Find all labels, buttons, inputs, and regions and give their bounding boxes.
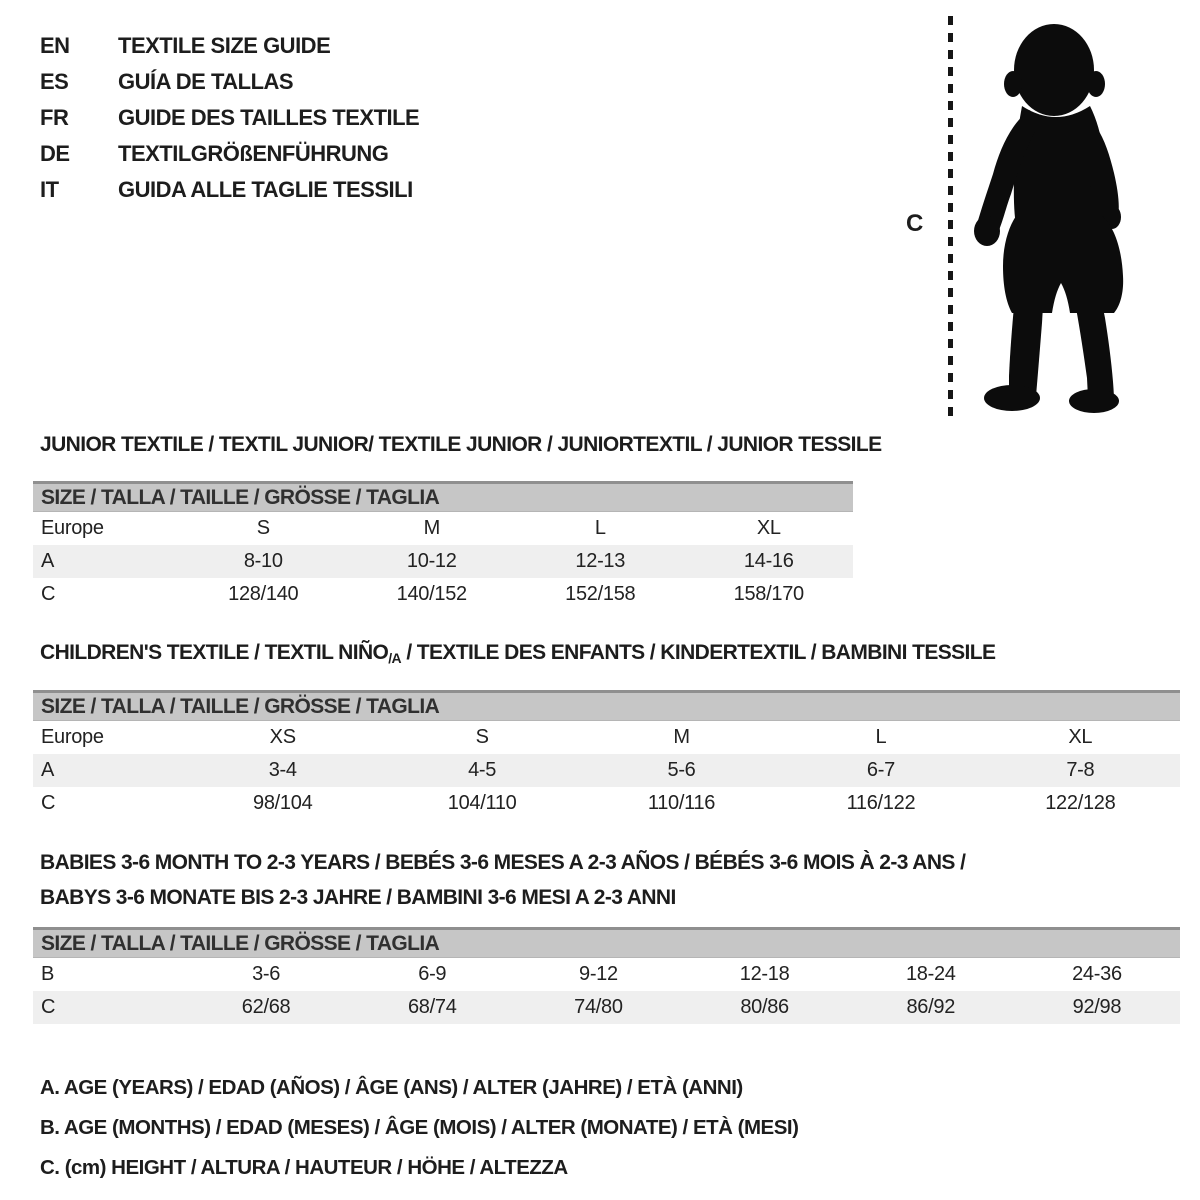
babies-size-table-header: SIZE / TALLA / TAILLE / GRÖSSE / TAGLIA xyxy=(33,927,1180,958)
junior-size-table xyxy=(33,481,853,611)
legend-note-c: C. (cm) HEIGHT / ALTURA / HAUTEUR / HÖHE / ALTEZZA xyxy=(40,1156,568,1179)
table-row xyxy=(33,578,853,611)
language-code: ES xyxy=(40,69,69,94)
table-cell: L xyxy=(594,517,606,539)
table-cell: XL xyxy=(1068,726,1093,748)
table-cell: 80/86 xyxy=(740,996,789,1018)
babies-title-line1: BABIES 3-6 MONTH TO 2-3 YEARS / BEBÉS 3-6 MESES A 2-3 AÑOS / BÉBÉS 3-6 MOIS À 2-3 ANS / xyxy=(40,851,966,874)
height-measure-label: C xyxy=(906,210,924,237)
junior-size-table-header: SIZE / TALLA / TAILLE / GRÖSSE / TAGLIA xyxy=(33,481,853,512)
children-size-table-header: SIZE / TALLA / TAILLE / GRÖSSE / TAGLIA xyxy=(33,690,1180,721)
table-cell: 122/128 xyxy=(1045,792,1116,814)
table-cell: 6-9 xyxy=(418,963,447,985)
table-cell: 128/140 xyxy=(228,583,299,605)
table-cell: 5-6 xyxy=(667,759,696,781)
table-row xyxy=(33,787,1180,820)
legend-note-b: B. AGE (MONTHS) / EDAD (MESES) / ÂGE (MOIS) / ALTER (MONATE) / ETÀ (MESI) xyxy=(40,1116,799,1139)
table-cell: 12-18 xyxy=(739,963,790,985)
row-label: C xyxy=(41,583,56,605)
table-cell: 7-8 xyxy=(1066,759,1095,781)
table-cell: 86/92 xyxy=(906,996,956,1018)
language-row-fr xyxy=(40,100,419,136)
language-code: IT xyxy=(40,177,59,202)
guide-title: GUÍA DE TALLAS xyxy=(118,69,294,94)
language-code: FR xyxy=(40,105,69,130)
toddler-silhouette-image xyxy=(962,18,1140,418)
language-title-list xyxy=(40,28,419,208)
guide-title: GUIDA ALLE TAGLIE TESSILI xyxy=(118,177,413,202)
table-row xyxy=(33,991,1180,1024)
table-cell: 12-13 xyxy=(575,550,626,572)
table-cell: 8-10 xyxy=(243,550,283,572)
language-row-it xyxy=(40,172,419,208)
table-row xyxy=(33,721,1180,754)
language-code: DE xyxy=(40,141,70,166)
table-cell: S xyxy=(256,517,270,539)
children-size-table xyxy=(33,690,1180,820)
language-code: EN xyxy=(40,33,70,58)
table-row xyxy=(33,545,853,578)
guide-title: TEXTILGRÖßENFÜHRUNG xyxy=(118,141,389,166)
babies-size-table xyxy=(33,927,1180,1024)
table-cell: 62/68 xyxy=(241,996,291,1018)
table-cell: 92/98 xyxy=(1072,996,1122,1018)
legend-note-a: A. AGE (YEARS) / EDAD (AÑOS) / ÂGE (ANS) / ALTER (JAHRE) / ETÀ (ANNI) xyxy=(40,1076,743,1099)
table-cell: XL xyxy=(756,517,781,539)
junior-section-title: JUNIOR TEXTILE / TEXTIL JUNIOR/ TEXTILE JUNIOR / JUNIORTEXTIL / JUNIOR TESSILE xyxy=(40,433,882,456)
table-row xyxy=(33,958,1180,991)
table-cell: 3-4 xyxy=(268,759,297,781)
table-cell: 14-16 xyxy=(743,550,794,572)
row-label: Europe xyxy=(41,726,104,748)
row-label: B xyxy=(41,963,55,985)
row-label: C xyxy=(41,792,56,814)
table-cell: 98/104 xyxy=(253,792,313,814)
row-label: C xyxy=(41,996,56,1018)
table-cell: 18-24 xyxy=(905,963,956,985)
table-cell: S xyxy=(475,726,489,748)
children-title-part1: CHILDREN'S TEXTILE / TEXTIL NIÑO xyxy=(40,641,389,664)
table-row xyxy=(33,754,1180,787)
row-label: A xyxy=(41,759,55,781)
table-cell: 24-36 xyxy=(1072,963,1122,985)
language-row-es xyxy=(40,64,419,100)
row-label: A xyxy=(41,550,55,572)
table-cell: 152/158 xyxy=(565,583,636,605)
table-cell: 4-5 xyxy=(468,759,497,781)
table-row xyxy=(33,512,853,545)
children-title-part2: / TEXTILE DES ENFANTS / KINDERTEXTIL / BAMBINI TESSILE xyxy=(401,641,996,664)
table-cell: 110/116 xyxy=(647,792,716,814)
table-cell: XS xyxy=(269,726,296,748)
table-cell: M xyxy=(423,517,440,539)
table-cell: L xyxy=(875,726,887,748)
table-cell: 6-7 xyxy=(866,759,895,781)
guide-title: TEXTILE SIZE GUIDE xyxy=(118,33,331,58)
children-section-title xyxy=(40,641,995,666)
legend-notes xyxy=(40,1068,798,1188)
guide-title: GUIDE DES TAILLES TEXTILE xyxy=(118,105,420,130)
language-row-de xyxy=(40,136,419,172)
table-cell: 158/170 xyxy=(733,583,804,605)
children-title-subscript: /A xyxy=(388,650,402,666)
row-label: Europe xyxy=(41,517,104,539)
table-cell: 116/122 xyxy=(846,792,916,814)
table-cell: 3-6 xyxy=(252,963,281,985)
babies-title-line2: BABYS 3-6 MONATE BIS 2-3 JAHRE / BAMBINI 3-6 MESI A 2-3 ANNI xyxy=(40,886,676,909)
table-cell: 68/74 xyxy=(407,996,457,1018)
language-row-en xyxy=(40,28,419,64)
table-cell: 9-12 xyxy=(579,963,618,985)
babies-section-title xyxy=(40,845,965,915)
table-cell: 74/80 xyxy=(574,996,623,1018)
table-cell: 140/152 xyxy=(396,583,467,605)
height-measure-dashed-line xyxy=(948,16,953,420)
table-cell: M xyxy=(673,726,690,748)
table-cell: 104/110 xyxy=(447,792,517,814)
table-cell: 10-12 xyxy=(406,550,457,572)
